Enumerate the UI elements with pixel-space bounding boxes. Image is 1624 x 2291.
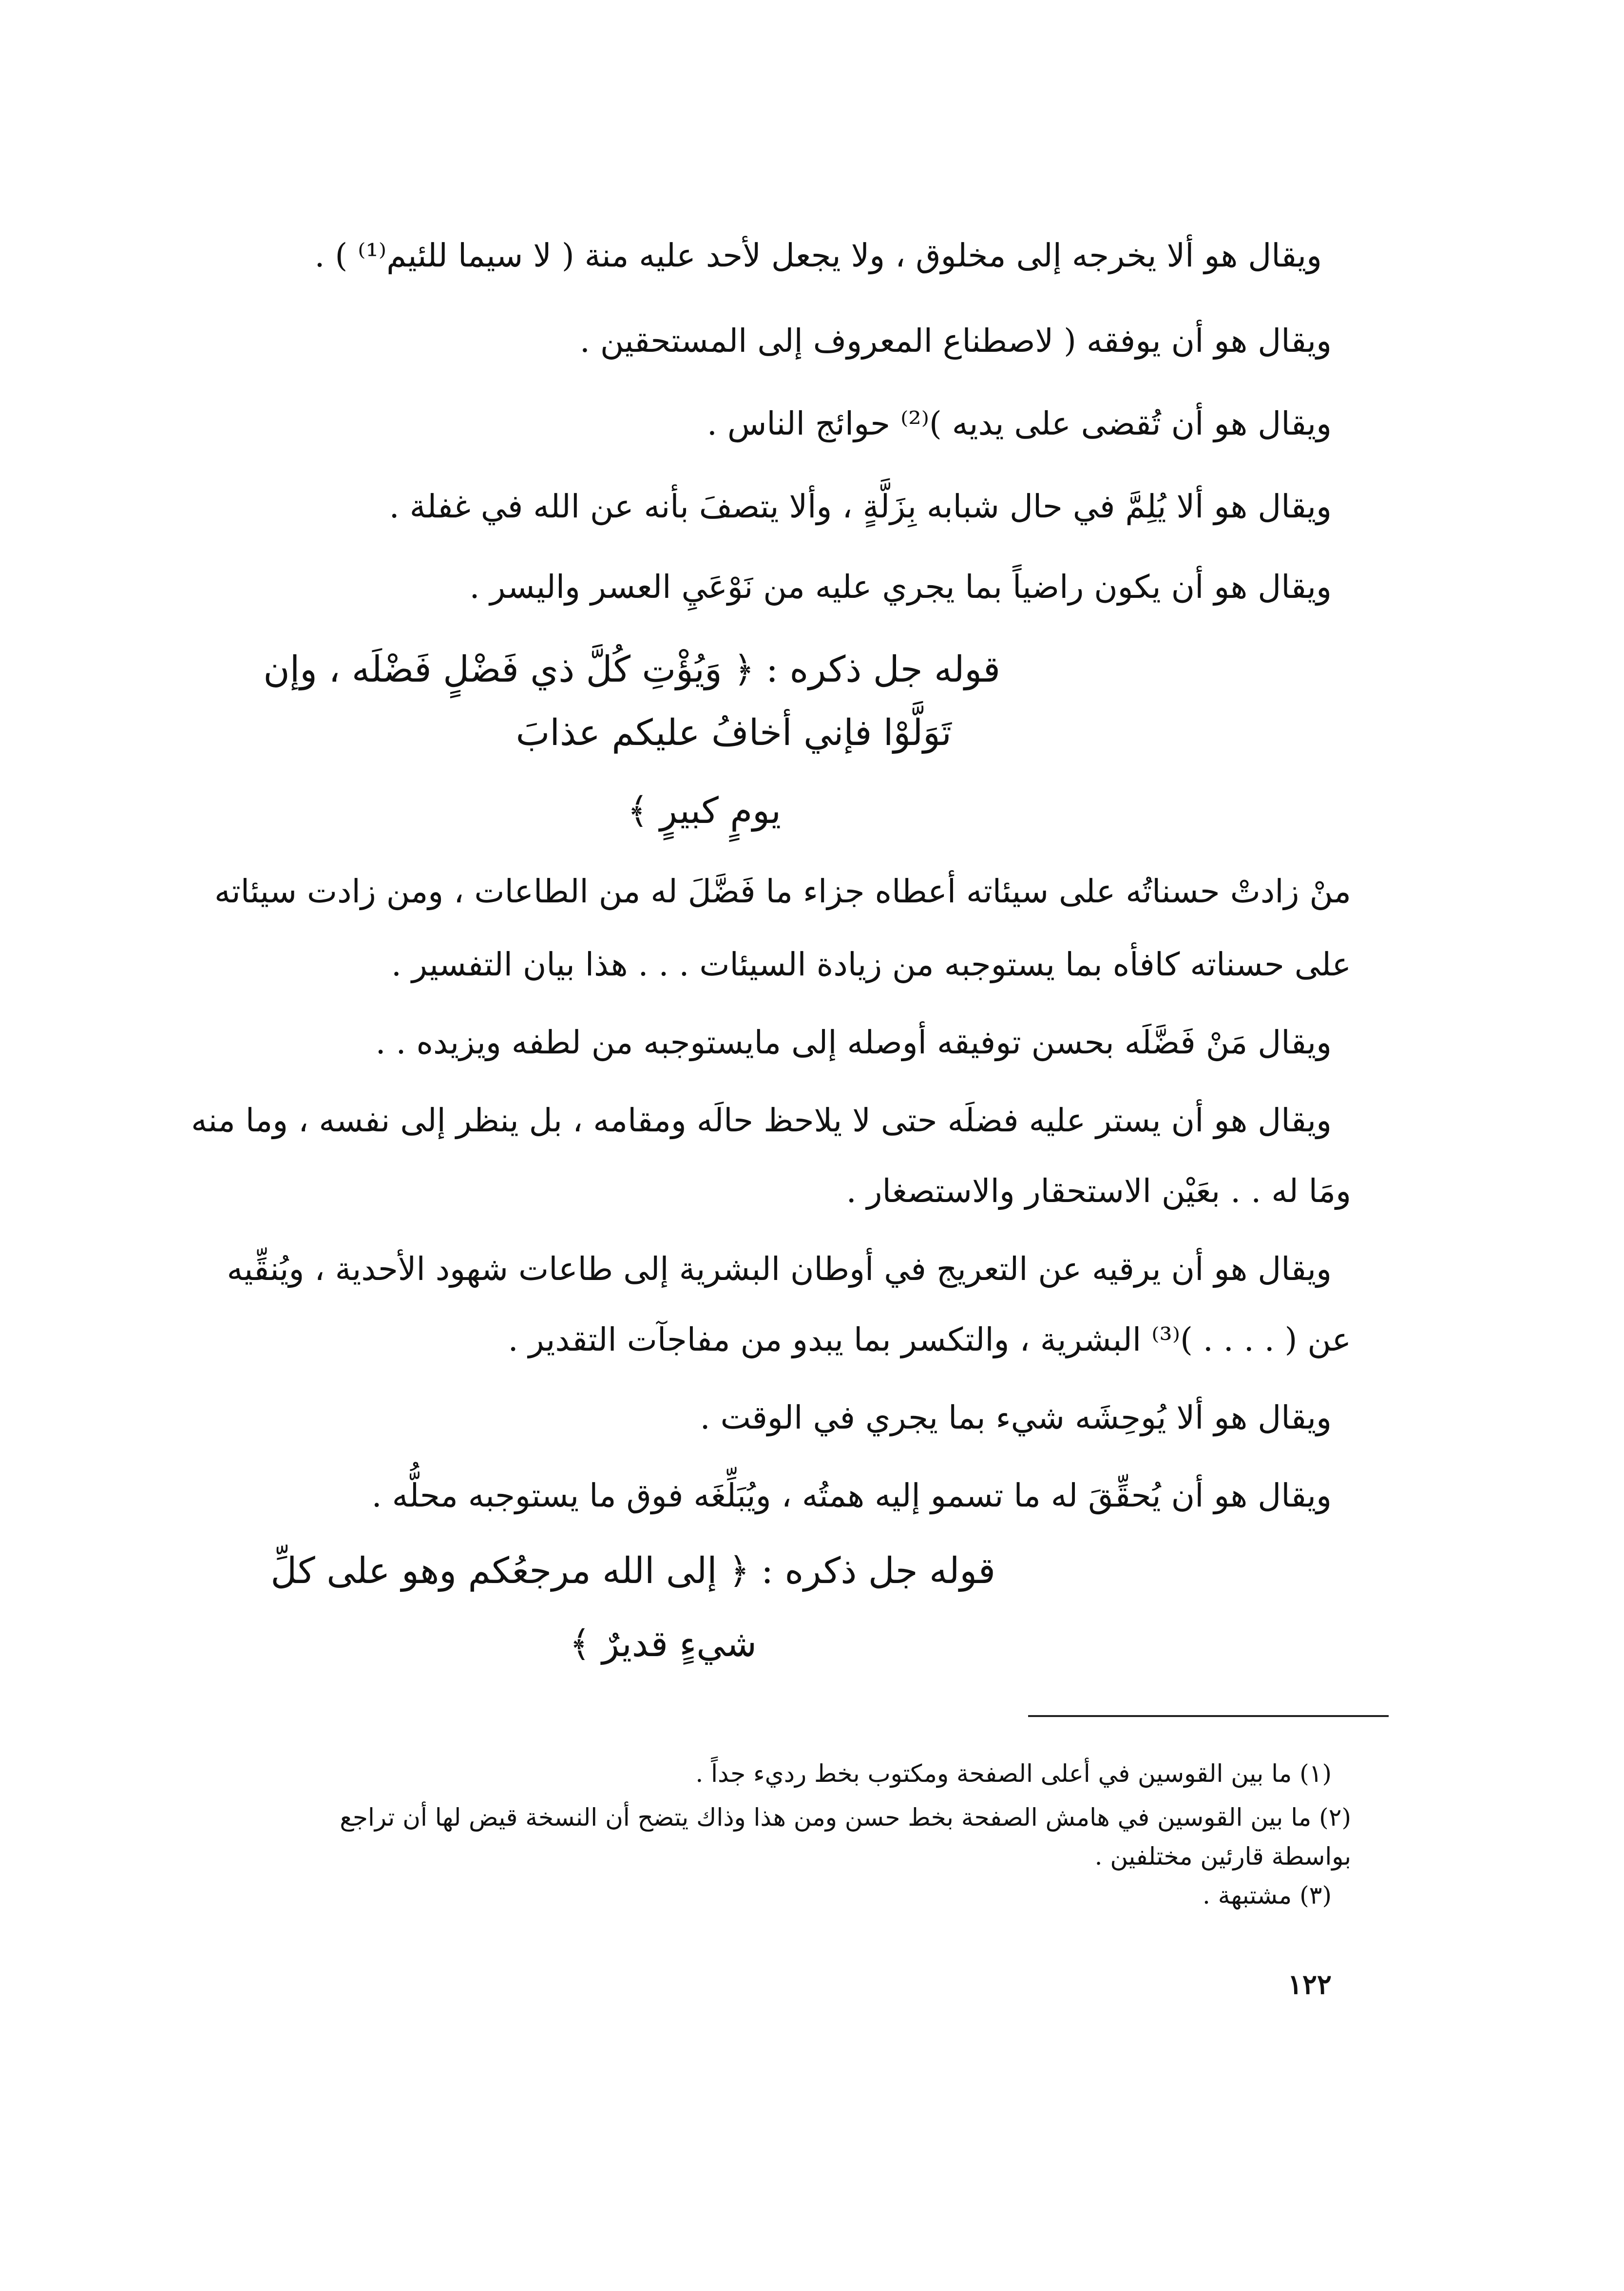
text-line: ويقال هو ألا يخرجه إلى مخلوق ، ولا يجعل لأحد عليه منة ( لا سيما للئيم⁽¹⁾ ) . bbox=[314, 237, 1322, 274]
verse-line: شيءٍ قديرٌ ﴾ bbox=[569, 1623, 757, 1665]
verse-line: قوله جل ذكره : ﴿ وَيُؤْتِ كُلَّ ذي فَضْلٍ فَضْلَه ، وإن bbox=[263, 649, 1000, 690]
text-line: ويقال هو أن يستر عليه فضلَه حتى لا يلاحظ حالَه ومقامه ، بل ينظر إلى نفسه ، وما منه bbox=[191, 1102, 1332, 1139]
text-line: ويقال هو أن يرقيه عن التعريج في أوطان البشرية إلى طاعات شهود الأحدية ، ويُنقِّيه bbox=[227, 1250, 1332, 1288]
text-line: ويقال هو ألا يُوحِشَه شيء بما يجري في الوقت . bbox=[700, 1399, 1332, 1436]
footnote: (٣) مشتبهة . bbox=[1203, 1881, 1332, 1909]
verse-line: يومٍ كبيرٍ ﴾ bbox=[627, 790, 781, 832]
text-line: ويقال هو أن يُحقِّقَ له ما تسمو إليه همتُه ، ويُبَلِّغَه فوق ما يستوجبه محلُّه . bbox=[371, 1477, 1332, 1514]
text-line: ويقال مَنْ فَضَّلَه بحسن توفيقه أوصله إلى مايستوجبه من لطفه ويزيده . . bbox=[375, 1024, 1332, 1061]
text-line: ويقال هو أن يكون راضياً بما يجري عليه من نَوْعَيِ العسر واليسر . bbox=[469, 568, 1332, 606]
text-line: ويقال هو أن يوفقه ( لاصطناع المعروف إلى المستحقين . bbox=[579, 322, 1332, 360]
text-line: ويقال هو ألا يُلِمَّ في حال شبابه بِزَلَّةٍ ، وألا يتصفَ بأنه عن الله في غفلة . bbox=[389, 488, 1332, 525]
text-line: منْ زادتْ حسناتُه على سيئاته أعطاه جزاء ما فَضَّلَ له من الطاعات ، ومن زادت سيئاته bbox=[214, 873, 1351, 910]
text-line: ويقال هو أن تُقضى على يديه )⁽²⁾ حوائج الناس . bbox=[707, 405, 1332, 442]
verse-line: تَوَلَّوْا فإني أخافُ عليكم عذابَ bbox=[516, 712, 952, 754]
page-number: ١٢٢ bbox=[1287, 1968, 1332, 2001]
text-line: ومَا له . . بعَيْن الاستحقار والاستصغار . bbox=[846, 1172, 1351, 1210]
text-line: على حسناته كافأه بما يستوجبه من زيادة السيئات . . . هذا بيان التفسير . bbox=[391, 946, 1351, 983]
text-line: عن ( . . . . )⁽³⁾ البشرية ، والتكسر بما يبدو من مفاجآت التقدير . bbox=[508, 1321, 1351, 1358]
footnote: بواسطة قارئين مختلفين . bbox=[1094, 1842, 1351, 1871]
footnote: (١) ما بين القوسين في أعلى الصفحة ومكتوب بخط رديء جداً . bbox=[695, 1759, 1332, 1788]
footnote: (٢) ما بين القوسين في هامش الصفحة بخط حسن ومن هذا وذاك يتضح أن النسخة قيض لها أن تراجع bbox=[340, 1803, 1351, 1832]
footnote-separator bbox=[1028, 1715, 1389, 1717]
verse-line: قوله جل ذكره : ﴿ إلى الله مرجعُكم وهو على كلِّ bbox=[270, 1550, 995, 1592]
